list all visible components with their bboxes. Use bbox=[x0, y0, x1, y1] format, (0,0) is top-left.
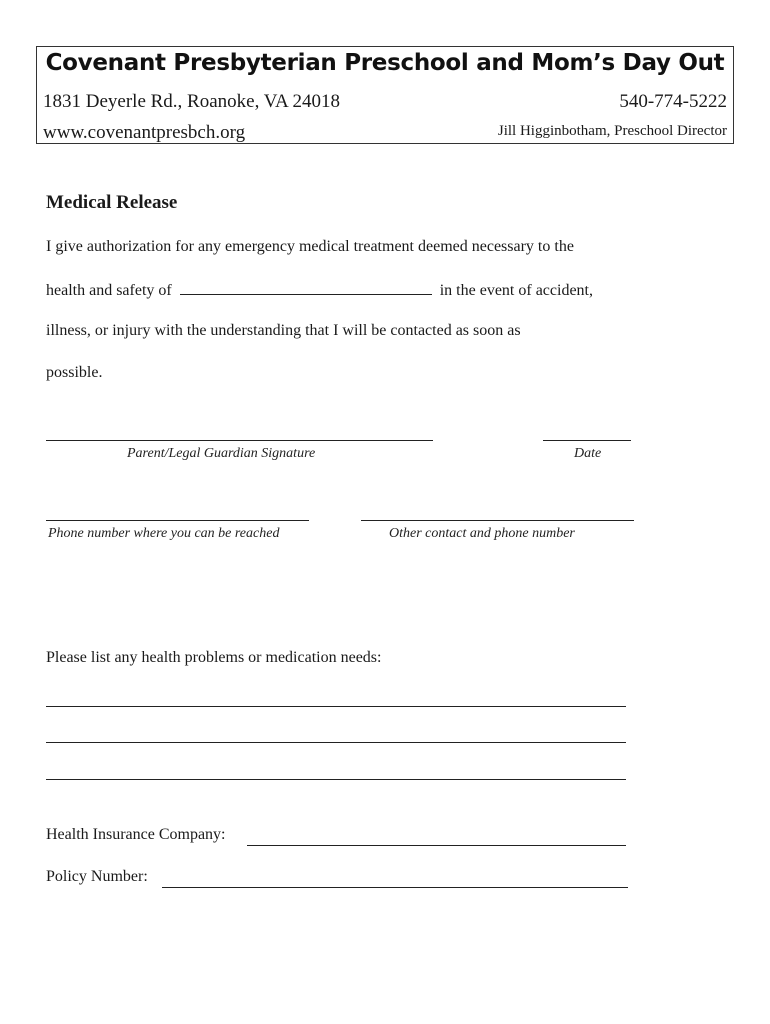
signature-field[interactable] bbox=[46, 440, 433, 441]
policy-field[interactable] bbox=[162, 887, 628, 888]
letterhead-box bbox=[36, 46, 734, 144]
child-name-field[interactable] bbox=[180, 280, 432, 295]
health-line-1[interactable] bbox=[46, 706, 626, 707]
signature-label: Parent/Legal Guardian Signature bbox=[127, 446, 316, 461]
policy-label: Policy Number: bbox=[46, 868, 148, 885]
school-website: www.covenantpresbch.org bbox=[43, 122, 246, 143]
other-contact-field[interactable] bbox=[361, 520, 634, 521]
insurance-label: Health Insurance Company: bbox=[46, 826, 226, 843]
other-contact-label: Other contact and phone number bbox=[389, 526, 575, 541]
school-address: 1831 Deyerle Rd., Roanoke, VA 24018 bbox=[43, 91, 340, 112]
date-field[interactable] bbox=[543, 440, 631, 441]
authorization-text-line-4: possible. bbox=[46, 364, 103, 381]
health-line-3[interactable] bbox=[46, 779, 626, 780]
school-name: Covenant Presbyterian Preschool and Mom’s Day Out bbox=[45, 50, 725, 76]
authorization-text-post: in the event of accident, bbox=[439, 282, 593, 299]
authorization-text-line-1: I give authorization for any emergency medical treatment deemed necessary to the bbox=[46, 238, 574, 255]
insurance-field[interactable] bbox=[247, 845, 626, 846]
phone-field[interactable] bbox=[46, 520, 309, 521]
health-line-2[interactable] bbox=[46, 742, 626, 743]
health-prompt: Please list any health problems or medication needs: bbox=[46, 649, 382, 666]
phone-label: Phone number where you can be reached bbox=[48, 526, 280, 541]
authorization-text-line-2 bbox=[46, 280, 593, 300]
school-phone: 540-774-5222 bbox=[619, 91, 727, 112]
form-title: Medical Release bbox=[46, 192, 178, 213]
authorization-text-line-3: illness, or injury with the understanding that I will be contacted as soon as bbox=[46, 322, 521, 339]
date-label: Date bbox=[574, 446, 602, 461]
director-name: Jill Higginbotham, Preschool Director bbox=[497, 123, 727, 139]
authorization-text-pre: health and safety of bbox=[46, 282, 172, 299]
